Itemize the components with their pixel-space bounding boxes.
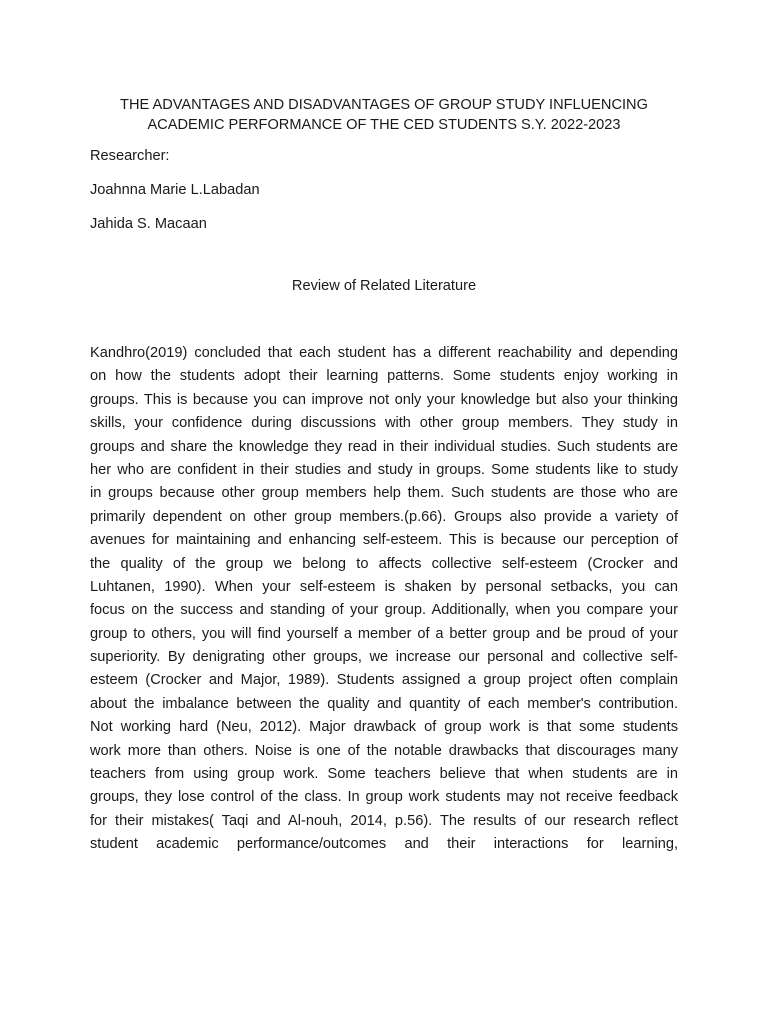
body-line: work more than others. Noise is one of the notable drawbacks that discourages many bbox=[90, 742, 678, 759]
body-line: primarily dependent on other group members.(p.66). Groups also provide a variety of bbox=[90, 508, 678, 525]
body-line: teachers from using group work. Some teachers believe that when students are in bbox=[90, 766, 678, 783]
body-line: superiority. By denigrating other groups, we increase our personal and collective self- bbox=[90, 649, 678, 666]
body-line: group to others, you will find yourself a member of a better group and be proud of your bbox=[90, 625, 678, 642]
researcher-label: Researcher: bbox=[90, 148, 170, 164]
title-line-2: ACADEMIC PERFORMANCE OF THE CED STUDENTS S.Y. 2022-2023 bbox=[147, 117, 621, 133]
body-line: Kandhro(2019) concluded that each student has a different reachability and depending bbox=[90, 345, 678, 361]
body-line: the quality of the group we belong to affects collective self-esteem (Crocker and bbox=[90, 555, 678, 572]
body-line: for their mistakes( Taqi and Al-nouh, 2014, p.56). The results of our research reflect bbox=[90, 812, 678, 829]
body-line: esteem (Crocker and Major, 1989). Students assigned a group project often complain bbox=[90, 672, 678, 689]
author-name-2: Jahida S. Macaan bbox=[90, 216, 207, 232]
body-line: avenues for maintaining and enhancing self-esteem. This is because our perception of bbox=[90, 532, 678, 549]
body-line: groups and share the knowledge they read in their individual studies. Such students are bbox=[90, 438, 678, 455]
body-line: groups. This is because you can improve not only your knowledge but also your thinking bbox=[90, 391, 678, 408]
body-line: about the imbalance between the quality and quantity of each member's contribution. bbox=[90, 695, 678, 712]
body-line: student academic performance/outcomes and their interactions for learning, bbox=[90, 836, 678, 853]
author-name-1: Joahnna Marie L.Labadan bbox=[90, 182, 260, 198]
title-line-1: THE ADVANTAGES AND DISADVANTAGES OF GROUP STUDY INFLUENCING bbox=[120, 97, 648, 113]
section-heading: Review of Related Literature bbox=[291, 278, 477, 294]
body-line: her who are confident in their studies and study in groups. Some students like to study bbox=[90, 461, 678, 478]
body-line: Luhtanen, 1990). When your self-esteem is shaken by personal setbacks, you can bbox=[90, 578, 678, 595]
body-line: on how the students adopt their learning patterns. Some students enjoy working in bbox=[90, 368, 678, 385]
body-paragraph bbox=[90, 342, 678, 857]
document-page bbox=[90, 95, 678, 857]
document-title bbox=[90, 95, 678, 135]
body-line: focus on the success and standing of your group. Additionally, when you compare your bbox=[90, 602, 678, 619]
body-line: in groups because other group members help them. Such students are those who are bbox=[90, 485, 678, 502]
body-line: skills, your confidence during discussions with other group members. They study in bbox=[90, 415, 678, 432]
body-line: groups, they lose control of the class. In group work students may not receive feedback bbox=[90, 789, 678, 806]
body-line: Not working hard (Neu, 2012). Major drawback of group work is that some students bbox=[90, 719, 678, 736]
